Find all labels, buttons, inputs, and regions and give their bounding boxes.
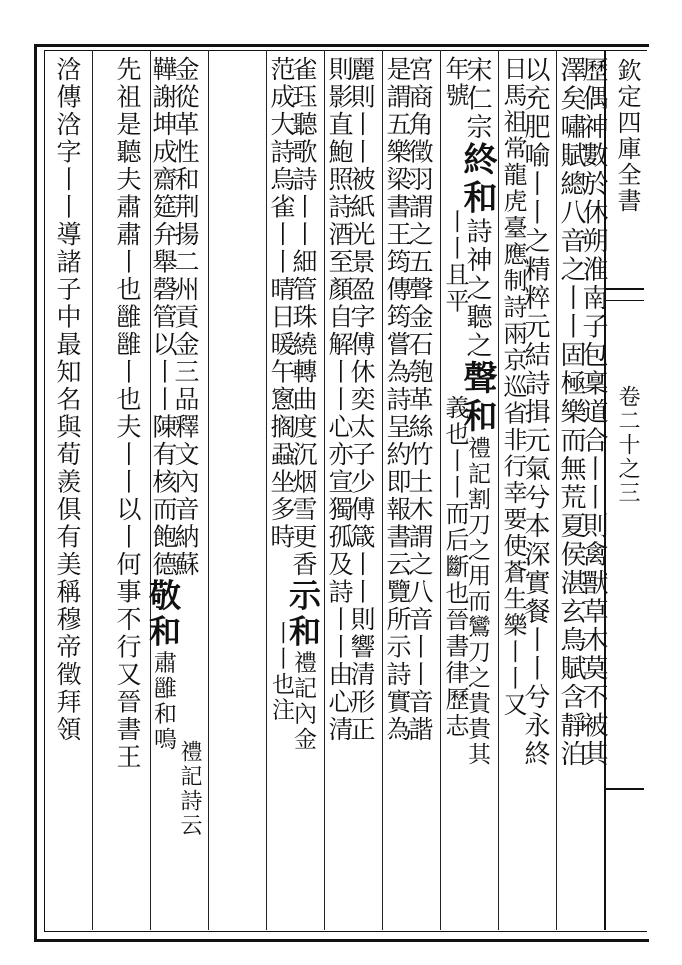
column-text: 日馬祖常龍虎臺應制詩兩京巡省非行幸要使蒼生樂丨丨又: [499, 56, 527, 719]
text-column: [558, 56, 584, 924]
column-text: 宋仁宗: [462, 56, 492, 142]
column-text: 丨丨且平: [441, 209, 469, 315]
strip-divider: [606, 288, 644, 290]
column-rule: [208, 50, 209, 930]
column-text: 禮記割刀之用而鸞刀之貴貴其: [464, 436, 490, 768]
text-column: [144, 56, 182, 924]
column-text: 浛傳浛字丨丨導諸子中最知名與荀羨俱有美稱穆帝徵拜領: [53, 56, 82, 744]
column-text: 肅雝和鳴: [150, 650, 176, 753]
column-text: 禮記內金: [290, 650, 316, 753]
text-column: [442, 56, 468, 924]
entry-heading: 終和: [457, 141, 497, 218]
strip-divider: [606, 300, 644, 301]
column-text: 詩神之聽之: [462, 217, 492, 360]
column-text: 麗則丨丨被紙光景盈字傅休奕太子少傅箴丨丨則響清形正: [347, 56, 376, 744]
entry-heading: 示和: [284, 578, 322, 651]
strip-divider: [606, 788, 644, 790]
column-text: 禮記詩云: [177, 740, 202, 838]
column-text: 丨丨也注: [268, 621, 294, 723]
column-text: 年號: [441, 56, 469, 109]
column-text: 歷偶神數於休朔淮南子包稟道合丨丨則禽獸草木莫不被其: [578, 56, 608, 769]
column-text: 先祖是聽夫肅肅丨也雝雝丨也夫丨丨以丨何事不行又晉書王: [113, 56, 142, 771]
text-column: [114, 56, 140, 924]
text-column: [176, 740, 202, 920]
text-column: [54, 56, 80, 924]
column-text: 則影直鮑照詩酒至顏自解丨丨心亦宣獨孤及詩丨丨由心清: [325, 56, 354, 744]
column-text: 范成大詩烏雀丨丨晴日暖午窻搁蝨坐多時: [267, 56, 296, 551]
text-column: [326, 56, 352, 924]
column-rule: [92, 50, 93, 930]
column-text: 以充肥喻丨丨之精粹元結詩揖元氣兮本深實餐丨丨兮永終: [520, 56, 550, 769]
column-text: 是謂五樂梁書王筠傳筠嘗為詩呈約即報書云覽所示詩實為: [383, 56, 412, 744]
column-text: 金從革性和荆揚二州貢金三品釋文內音納蘇: [171, 56, 200, 579]
text-column: [384, 56, 410, 924]
entry-heading: 聲和: [457, 360, 497, 436]
column-text: 澤矣嘯賦總八音之丨丨固極樂而無荒夏侯湛玄鳥賦含靜泊: [556, 56, 586, 769]
column-text: 雀珏聽歌詩丨丨細管珠繞轉曲度沉烟雪更香: [289, 56, 318, 579]
text-column: [268, 56, 294, 924]
column-text: 義也丨丨而后斷也晉書律歷志: [441, 395, 469, 740]
book-title: 欽定四庫全書: [613, 58, 641, 214]
volume-label: 卷二十之三: [615, 385, 640, 505]
entry-heading: 敬和: [144, 578, 182, 651]
text-column: [500, 56, 526, 924]
column-text: 鞾謝坤成齋筵弁舉磬管以丨丨陳有核而飽德: [149, 56, 178, 579]
column-text: 宮商角徵羽謂之五聲金石匏革絲竹土木謂之八音丨丨音諧: [405, 56, 434, 744]
